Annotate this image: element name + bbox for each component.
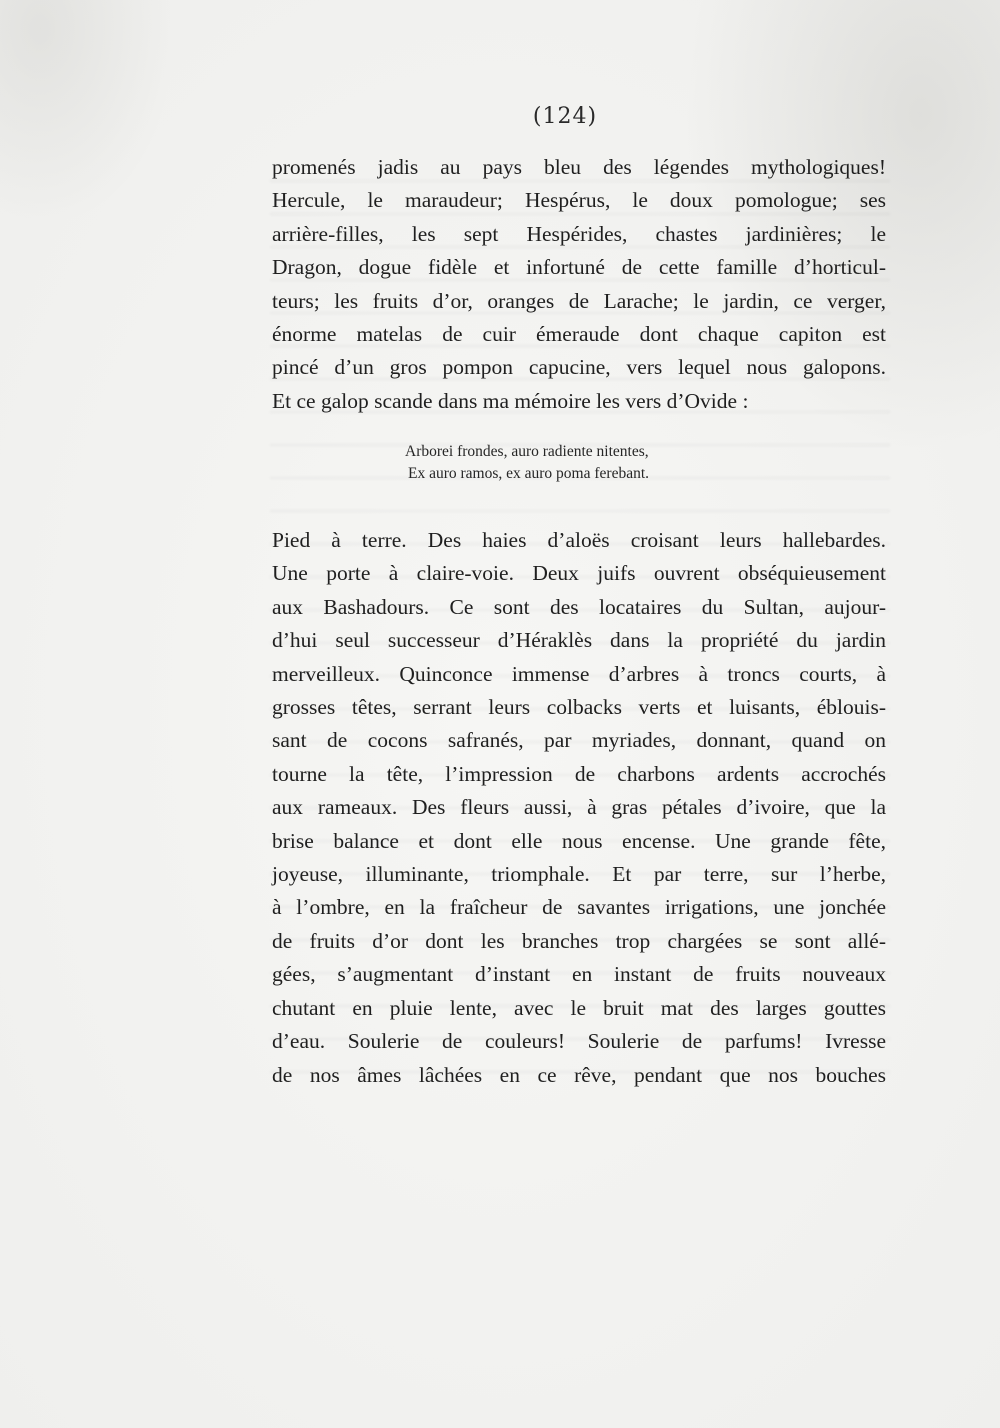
text-line: sant de cocons safranés, par myriades, donnant, quand on (272, 728, 886, 753)
text-line: grosses têtes, serrant leurs colbacks verts et luisants, éblouis- (272, 695, 886, 720)
text-line: d’eau. Soulerie de couleurs! Soulerie de parfums! Ivresse (272, 1029, 886, 1054)
text-line: promenés jadis au pays bleu des légendes mythologiques! (272, 155, 886, 179)
text-line: joyeuse, illuminante, triomphale. Et par terre, sur l’herbe, (272, 862, 886, 887)
text-line: d’hui seul successeur d’Héraklès dans la propriété du jardin (272, 628, 886, 653)
text-line: Une porte à claire-voie. Deux juifs ouvrent obséquieusement (272, 561, 886, 586)
text-line: de fruits d’or dont les branches trop chargées se sont allé- (272, 928, 886, 953)
text-line: Pied à terre. Des haies d’aloës croisant leurs hallebardes. (272, 528, 886, 552)
text-line: brise balance et dont elle nous encense. Une grande fête, (272, 828, 886, 853)
text-line: tourne la tête, l’impression de charbons ardents accrochés (272, 761, 886, 786)
paragraph-1 (272, 151, 886, 418)
latin-quotation (405, 441, 649, 485)
text-line: Et ce galop scande dans ma mémoire les vers d’Ovide : (272, 388, 749, 413)
text-line: de nos âmes lâchées en ce rêve, pendant que nos bouches (272, 1062, 886, 1087)
text-line: pincé d’un gros pompon capucine, vers lequel nous galopons. (272, 355, 886, 380)
paragraph-2 (272, 524, 886, 1092)
page-number: (124) (532, 104, 598, 129)
text-line: Hercule, le maraudeur; Hespérus, le doux pomologue; ses (272, 188, 886, 213)
text-line: aux rameaux. Des fleurs aussi, à gras pétales d’ivoire, que la (272, 795, 886, 820)
quotation-line: Arborei frondes, auro radiente nitentes, (405, 443, 649, 460)
text-line: gées, s’augmentant d’instant en instant de fruits nouveaux (272, 962, 886, 987)
text-line: Dragon, dogue fidèle et infortuné de cette famille d’horticul- (272, 255, 886, 280)
text-line: merveilleux. Quinconce immense d’arbres à troncs courts, à (272, 661, 886, 686)
text-line: aux Bashadours. Ce sont des locataires du Sultan, aujour- (272, 594, 886, 619)
text-line: chutant en pluie lente, avec le bruit mat des larges gouttes (272, 995, 886, 1020)
text-line: à l’ombre, en la fraîcheur de savantes irrigations, une jonchée (272, 895, 886, 920)
quotation-line: Ex auro ramos, ex auro poma ferebant. (408, 465, 650, 482)
text-line: teurs; les fruits d’or, oranges de Larache; le jardin, ce verger, (272, 288, 886, 313)
text-line: énorme matelas de cuir émeraude dont chaque capiton est (272, 322, 886, 347)
text-line: arrière-filles, les sept Hespérides, chastes jardinières; le (272, 221, 886, 246)
